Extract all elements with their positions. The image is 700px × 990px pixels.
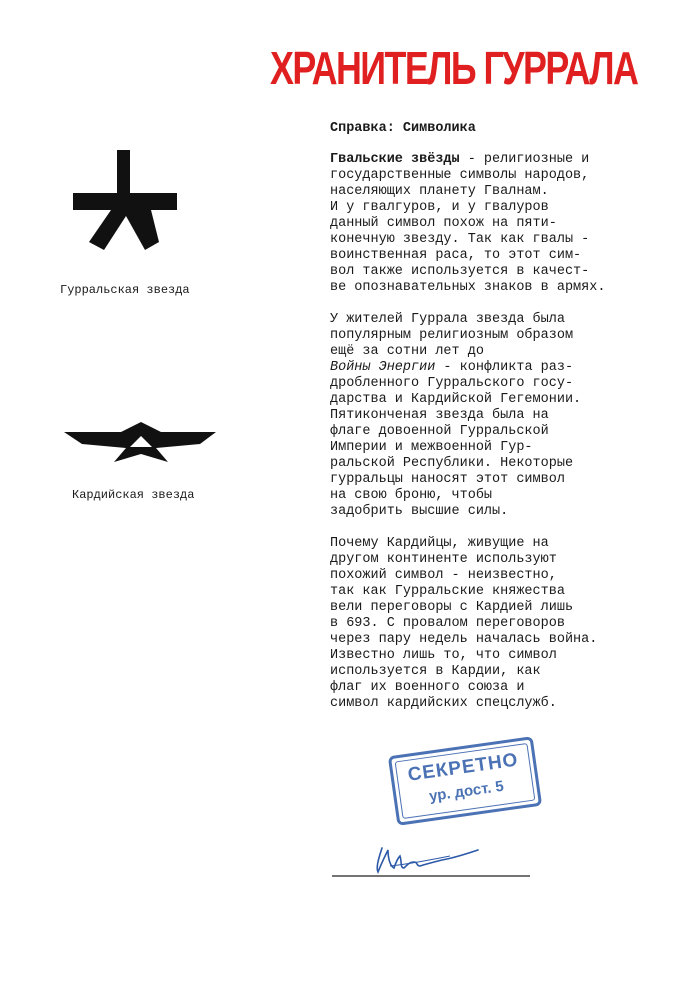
paragraph-line — [330, 696, 675, 712]
paragraph-line — [330, 328, 675, 344]
text-segment: - религиозные и — [459, 152, 590, 167]
text-segment: символ кардийских спецслужб. — [330, 696, 557, 711]
paragraph-line — [330, 664, 675, 680]
gurral-star-caption: Гурральская звезда — [60, 283, 190, 297]
bold-term: Гвальские звёзды — [330, 152, 460, 167]
page-title: ХРАНИТЕЛЬ ГУРРАЛА — [270, 42, 638, 94]
signature — [330, 840, 535, 882]
stamp-label-secret: СЕКРЕТНО — [406, 749, 520, 786]
text-segment: флаге довоенной Гурральской — [330, 424, 549, 439]
text-segment: гурральцы наносят этот символ — [330, 472, 565, 487]
text-segment: флаг их военного союза и — [330, 680, 525, 695]
text-segment: У жителей Гуррала звезда была — [330, 312, 565, 327]
paragraph-line — [330, 680, 675, 696]
text-segment: задобрить высшие силы. — [330, 504, 509, 519]
gurral-star-icon — [70, 150, 180, 255]
text-segment: И у гвалгуров, и у гвалуров — [330, 200, 549, 215]
text-segment: ральской Республики. Некоторые — [330, 456, 574, 471]
paragraph-line — [330, 360, 675, 376]
paragraph-line — [330, 248, 675, 264]
paragraph-line — [330, 456, 675, 472]
paragraph-line — [330, 616, 675, 632]
text-segment: в 693. С провалом переговоров — [330, 616, 565, 631]
paragraph-line — [330, 216, 675, 232]
paragraph-line — [330, 552, 675, 568]
text-segment: ещё за сотни лет до — [330, 344, 484, 359]
paragraph-line — [330, 200, 675, 216]
paragraph-line — [330, 504, 675, 520]
kardia-star-caption: Кардийская звезда — [72, 488, 195, 502]
paragraph-line — [330, 488, 675, 504]
text-segment: конечную звезду. Так как гвалы - — [330, 232, 590, 247]
paragraph-gvalian-stars — [330, 152, 675, 296]
text-segment: Империи и межвоенной Гур- — [330, 440, 533, 455]
paragraph-gurral-star — [330, 312, 675, 520]
paragraph-line — [330, 376, 675, 392]
text-segment: вели переговоры с Кардией лишь — [330, 600, 574, 615]
paragraph-line — [330, 536, 675, 552]
paragraph-line — [330, 584, 675, 600]
paragraph-line — [330, 184, 675, 200]
text-segment: государственные символы народов, — [330, 168, 590, 183]
text-segment: дробленного Гурральского госу- — [330, 376, 574, 391]
text-segment: Известно лишь то, что символ — [330, 648, 557, 663]
paragraph-line — [330, 312, 675, 328]
paragraph-line — [330, 232, 675, 248]
text-segment: на свою броню, чтобы — [330, 488, 493, 503]
paragraph-line — [330, 392, 675, 408]
text-segment: другом континенте используют — [330, 552, 557, 567]
stamp-label-access-level: ур. дост. 5 — [428, 777, 505, 806]
reference-heading: Справка: Символика — [330, 121, 476, 136]
italic-term: Войны Энергии — [330, 360, 436, 375]
paragraph-line — [330, 600, 675, 616]
text-segment: ве опознавательных знаков в армях. — [330, 280, 606, 295]
kardia-star-icon — [64, 418, 218, 466]
text-segment: воинственная раса, то этот сим- — [330, 248, 582, 263]
text-segment: - конфликта раз- — [435, 360, 574, 375]
paragraph-line — [330, 648, 675, 664]
paragraph-line — [330, 280, 675, 296]
paragraph-line — [330, 152, 675, 168]
paragraph-line — [330, 408, 675, 424]
paragraph-line — [330, 424, 675, 440]
paragraph-line — [330, 568, 675, 584]
text-segment: через пару недель началась война. — [330, 632, 598, 647]
paragraph-line — [330, 264, 675, 280]
paragraph-line — [330, 440, 675, 456]
text-segment: похожий символ - неизвестно, — [330, 568, 557, 583]
text-segment: так как Гурральские княжества — [330, 584, 565, 599]
paragraph-line — [330, 168, 675, 184]
text-segment: популярным религиозным образом — [330, 328, 574, 343]
secret-stamp — [388, 736, 542, 826]
text-segment: Пятиконченая звезда была на — [330, 408, 549, 423]
text-segment: используется в Кардии, как — [330, 664, 541, 679]
paragraph-line — [330, 632, 675, 648]
text-segment: вол также используется в качест- — [330, 264, 590, 279]
paragraph-line — [330, 344, 675, 360]
text-segment: дарства и Кардийской Гегемонии. — [330, 392, 582, 407]
text-segment: Почему Кардийцы, живущие на — [330, 536, 549, 551]
text-segment: населяющих планету Гвалнам. — [330, 184, 549, 199]
paragraph-kardia-star — [330, 536, 675, 712]
text-segment: данный символ похож на пяти- — [330, 216, 557, 231]
paragraph-line — [330, 472, 675, 488]
